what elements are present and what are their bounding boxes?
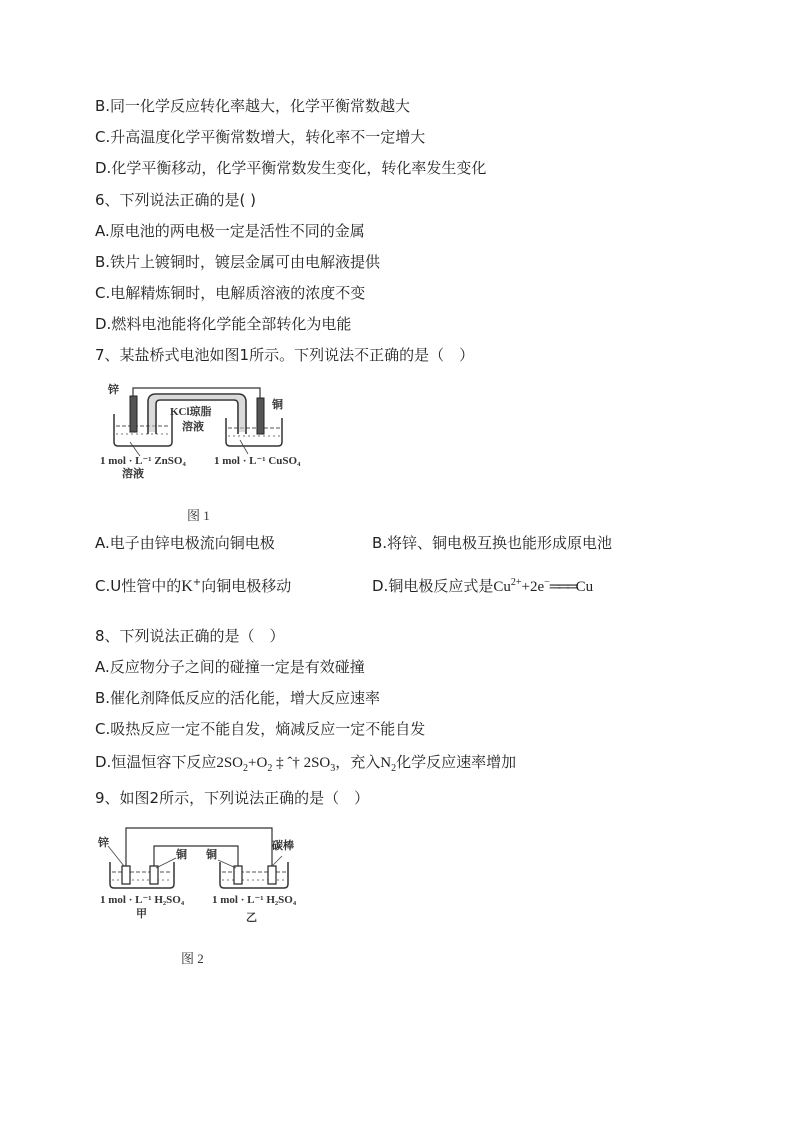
q7-option-b: B.将锌、铜电极互换也能形成原电池 [372, 534, 613, 552]
q8-stem: 8、下列说法正确的是（ ） [95, 627, 285, 645]
q7-option-d [372, 576, 593, 597]
q8-option-a: A.反应物分子之间的碰撞一定是有效碰撞 [95, 658, 365, 676]
fig1-label-left-solution-2: 溶液 [122, 468, 144, 480]
ion-charge: + [192, 577, 202, 588]
potassium-ion: K [181, 578, 193, 595]
q5-option-b: B.同一化学反应转化率越大，化学平衡常数越大 [95, 97, 411, 115]
q6-option-b: B.铁片上镀铜时，镀层金属可由电解液提供 [95, 253, 381, 271]
subscript: 3 [330, 763, 336, 774]
fig1-label-bridge-1: KCl琼脂 [170, 406, 212, 418]
electron-charge: − [544, 577, 550, 588]
fig2-label-left-solution: 1 mol · L⁻¹ H₂SO₄ [100, 894, 185, 906]
q7-option-d-text: D.铜电极反应式是 [372, 577, 494, 595]
subscript: 2 [243, 763, 249, 774]
q7-option-c-text-end: 向铜电极移动 [201, 577, 292, 595]
q7-stem: 7、某盐桥式电池如图1所示。下列说法不正确的是（ ） [95, 346, 475, 364]
product-so3: 2SO [303, 755, 331, 771]
fig2-label-copper-2: 铜 [206, 849, 217, 861]
q8-option-d [95, 752, 516, 773]
reaction-equals: ═══ [549, 579, 576, 595]
copper-product: Cu [575, 579, 594, 595]
subscript: 2 [391, 763, 397, 774]
figure-2-caption: 图 2 [181, 951, 204, 966]
q8-option-c: C.吸热反应一定不能自发，熵减反应一定不能自发 [95, 720, 426, 738]
q5-option-d: D.化学平衡移动，化学平衡常数发生变化，转化率发生变化 [95, 159, 487, 177]
q7-option-a: A.电子由锌电极流向铜电极 [95, 534, 275, 552]
q7-option-c [95, 576, 291, 597]
reactant-so2: 2SO [216, 755, 244, 771]
equilibrium-arrow: ‡ ˆ† [272, 755, 304, 771]
electrons: +2e [521, 579, 545, 595]
fig2-label-right-solution: 1 mol · L⁻¹ H₂SO₄ [212, 894, 297, 906]
fig1-label-zinc: 锌 [108, 384, 119, 396]
q6-option-d: D.燃料电池能将化学能全部转化为电能 [95, 315, 352, 333]
copper-charge: 2+ [510, 577, 522, 588]
q7-option-c-text: C.U性管中的 [95, 577, 182, 595]
figure-1-caption: 图 1 [187, 508, 210, 523]
q6-option-a: A.原电池的两电极一定是活性不同的金属 [95, 222, 365, 240]
fig2-label-zinc: 锌 [98, 837, 109, 849]
q8-option-b: B.催化剂降低反应的活化能，增大反应速率 [95, 689, 381, 707]
figure-2-two-cells [96, 822, 306, 932]
q6-stem: 6、下列说法正确的是( ) [95, 191, 257, 209]
q5-option-c: C.升高温度化学平衡常数增大，转化率不一定增大 [95, 128, 426, 146]
fig1-label-copper: 铜 [272, 399, 283, 411]
q9-stem: 9、如图2所示，下列说法正确的是（ ） [95, 789, 370, 807]
q8-option-d-end: 化学反应速率增加 [396, 753, 517, 771]
fig1-label-bridge-2: 溶液 [182, 421, 204, 433]
nitrogen: N [380, 755, 392, 771]
subscript: 2 [267, 763, 273, 774]
fig2-label-copper-1: 铜 [176, 849, 187, 861]
q8-option-d-mid: ，充入 [335, 753, 381, 771]
fig2-label-right-name: 乙 [246, 912, 257, 924]
q6-option-c: C.电解精炼铜时，电解质溶液的浓度不变 [95, 284, 366, 302]
q8-option-d-text: D.恒温恒容下反应 [95, 753, 217, 771]
fig2-label-left-name: 甲 [136, 908, 147, 920]
copper-ion: Cu [493, 579, 511, 595]
fig1-label-left-solution: 1 mol · L⁻¹ ZnSO₄ [100, 455, 186, 467]
reactant-o2: +O [248, 755, 268, 771]
fig2-label-carbon: 碳棒 [272, 840, 294, 852]
figure-1-salt-bridge-cell [100, 380, 320, 480]
fig1-label-right-solution: 1 mol · L⁻¹ CuSO₄ [214, 455, 301, 467]
